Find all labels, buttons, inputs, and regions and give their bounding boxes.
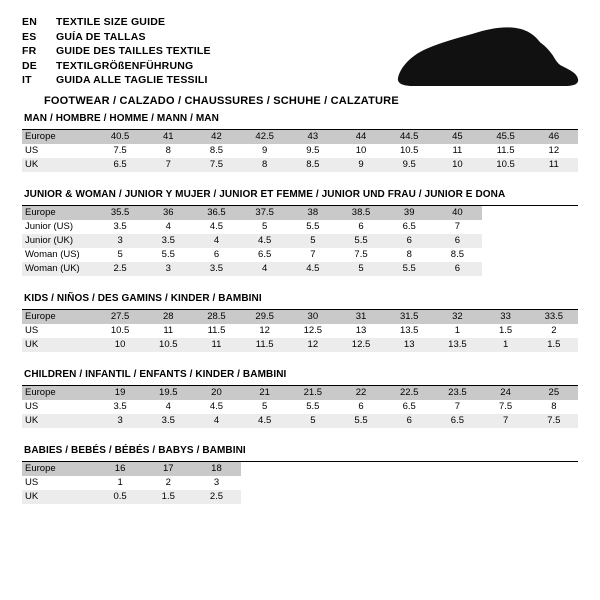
cell: 12.5 [289, 324, 337, 338]
language-row [22, 31, 211, 46]
language-code: IT [22, 74, 32, 86]
section-title: BABIES / BEBÉS / BÉBÉS / BABYS / BAMBINI [22, 442, 578, 462]
cell: 2.5 [96, 262, 144, 276]
cell: 21 [241, 386, 289, 400]
cell: 22.5 [385, 386, 433, 400]
cell-empty [530, 476, 578, 490]
cell: 31 [337, 310, 385, 324]
section-title: KIDS / NIÑOS / DES GAMINS / KINDER / BAMBINI [22, 290, 578, 310]
table-row [22, 234, 578, 248]
cell: 27.5 [96, 310, 144, 324]
cell: 6 [433, 262, 481, 276]
cell-empty [433, 476, 481, 490]
cell: 21.5 [289, 386, 337, 400]
cell-empty [530, 234, 578, 248]
row-label: US [22, 400, 96, 414]
cell: 11 [530, 158, 578, 172]
cell: 4 [241, 262, 289, 276]
cell: 17 [144, 462, 192, 476]
cell: 3.5 [144, 414, 192, 428]
row-label: UK [22, 414, 96, 428]
cell: 1 [96, 476, 144, 490]
footwear-heading: FOOTWEAR / CALZADO / CHAUSSURES / SCHUHE / CALZATURE [44, 94, 399, 107]
cell: 5 [289, 414, 337, 428]
row-label: Europe [22, 130, 96, 144]
cell-empty [482, 234, 530, 248]
cell: 36.5 [192, 206, 240, 220]
cell: 4.5 [192, 400, 240, 414]
cell-empty [241, 490, 289, 504]
cell-empty [385, 476, 433, 490]
cell: 42.5 [241, 130, 289, 144]
cell: 6 [385, 414, 433, 428]
language-row [22, 16, 211, 31]
cell: 5.5 [337, 234, 385, 248]
cell: 9.5 [385, 158, 433, 172]
row-label: Woman (US) [22, 248, 96, 262]
table-row [22, 324, 578, 338]
language-text: TEXTILE SIZE GUIDE [56, 16, 166, 28]
cell: 10.5 [482, 158, 530, 172]
row-label: Europe [22, 462, 96, 476]
cell: 3.5 [96, 220, 144, 234]
cell: 25 [530, 386, 578, 400]
cell: 3.5 [96, 400, 144, 414]
table-row [22, 386, 578, 400]
cell: 13 [337, 324, 385, 338]
cell: 11 [433, 144, 481, 158]
cell: 5.5 [385, 262, 433, 276]
table-row [22, 248, 578, 262]
cell: 23.5 [433, 386, 481, 400]
cell: 8 [144, 144, 192, 158]
language-code: DE [22, 59, 37, 72]
cell: 32 [433, 310, 481, 324]
cell: 20 [192, 386, 240, 400]
cell-empty [289, 462, 337, 476]
cell-empty [337, 490, 385, 504]
size-table-children [22, 386, 578, 428]
cell: 7.5 [337, 248, 385, 262]
cell: 18 [192, 462, 240, 476]
cell: 5 [241, 220, 289, 234]
cell: 9 [241, 144, 289, 158]
cell: 44 [337, 130, 385, 144]
cell-empty [530, 262, 578, 276]
cell: 6.5 [385, 220, 433, 234]
language-list-body [22, 16, 211, 89]
cell: 4.5 [241, 414, 289, 428]
cell: 6 [337, 220, 385, 234]
table-row [22, 130, 578, 144]
cell: 10 [433, 158, 481, 172]
cell: 10.5 [144, 338, 192, 352]
cell: 35.5 [96, 206, 144, 220]
cell: 13.5 [385, 324, 433, 338]
cell: 5.5 [289, 220, 337, 234]
cell: 31.5 [385, 310, 433, 324]
cell-empty [433, 490, 481, 504]
row-label: Junior (UK) [22, 234, 96, 248]
row-label: Junior (US) [22, 220, 96, 234]
table-row [22, 262, 578, 276]
cell: 6 [192, 248, 240, 262]
cell: 3 [96, 234, 144, 248]
language-code: ES [22, 30, 37, 43]
cell-empty [385, 490, 433, 504]
cell-empty [482, 490, 530, 504]
cell: 3.5 [192, 262, 240, 276]
cell: 8.5 [289, 158, 337, 172]
cell-empty [482, 462, 530, 476]
sections-container [0, 110, 600, 504]
cell: 4.5 [289, 262, 337, 276]
cell: 19.5 [144, 386, 192, 400]
cell: 2.5 [192, 490, 240, 504]
cell: 33 [482, 310, 530, 324]
cell: 6.5 [385, 400, 433, 414]
language-text: GUIDE DES TAILLES TEXTILE [56, 45, 211, 57]
section-man [22, 110, 578, 172]
cell-empty [482, 248, 530, 262]
cell: 12 [241, 324, 289, 338]
cell: 43 [289, 130, 337, 144]
table-row [22, 462, 578, 476]
cell-empty [241, 476, 289, 490]
cell-empty [289, 490, 337, 504]
cell-empty [337, 476, 385, 490]
cell: 1 [433, 324, 481, 338]
cell: 11.5 [241, 338, 289, 352]
table-row [22, 414, 578, 428]
table-row [22, 144, 578, 158]
section-babies [22, 442, 578, 504]
cell-empty [530, 220, 578, 234]
cell-empty [482, 220, 530, 234]
cell: 7 [144, 158, 192, 172]
language-text: GUIDA ALLE TAGLIE TESSILI [56, 74, 208, 86]
cell: 4.5 [241, 234, 289, 248]
language-row [22, 60, 211, 75]
cell: 4.5 [192, 220, 240, 234]
cell: 7.5 [482, 400, 530, 414]
cell: 41 [144, 130, 192, 144]
cell: 8 [530, 400, 578, 414]
language-code: EN [22, 16, 37, 28]
cell: 5 [337, 262, 385, 276]
cell: 45 [433, 130, 481, 144]
cell: 5.5 [337, 414, 385, 428]
cell: 5 [96, 248, 144, 262]
section-title: MAN / HOMBRE / HOMME / MANN / MAN [22, 110, 578, 130]
cell: 10.5 [96, 324, 144, 338]
cell: 7.5 [530, 414, 578, 428]
section-title: JUNIOR & WOMAN / JUNIOR Y MUJER / JUNIOR ET FEMME / JUNIOR UND FRAU / JUNIOR E DONA [22, 186, 578, 206]
cell: 11.5 [192, 324, 240, 338]
cell: 9.5 [289, 144, 337, 158]
cell-empty [433, 462, 481, 476]
table-row [22, 338, 578, 352]
cell: 38.5 [337, 206, 385, 220]
row-label: Woman (UK) [22, 262, 96, 276]
cell: 1.5 [530, 338, 578, 352]
cell-empty [385, 462, 433, 476]
cell: 10 [96, 338, 144, 352]
cell-empty [530, 490, 578, 504]
cell: 4 [192, 234, 240, 248]
cell: 8.5 [192, 144, 240, 158]
table-row [22, 400, 578, 414]
cell: 7 [433, 400, 481, 414]
row-label: UK [22, 490, 96, 504]
cell-empty [530, 248, 578, 262]
row-label: Europe [22, 386, 96, 400]
cell: 8.5 [433, 248, 481, 262]
cell: 36 [144, 206, 192, 220]
size-table-babies [22, 462, 578, 504]
cell: 7 [289, 248, 337, 262]
section-children [22, 366, 578, 428]
cell: 28.5 [192, 310, 240, 324]
cell: 37.5 [241, 206, 289, 220]
language-row [22, 45, 211, 60]
cell: 22 [337, 386, 385, 400]
cell: 42 [192, 130, 240, 144]
cell: 44.5 [385, 130, 433, 144]
cell: 19 [96, 386, 144, 400]
row-label: Europe [22, 310, 96, 324]
row-label: Europe [22, 206, 96, 220]
cell: 39 [385, 206, 433, 220]
table-row [22, 220, 578, 234]
cell: 6 [337, 400, 385, 414]
cell: 2 [530, 324, 578, 338]
dress-shoe-icon [392, 16, 582, 96]
cell: 46 [530, 130, 578, 144]
header [0, 0, 600, 110]
cell: 5 [289, 234, 337, 248]
row-label: US [22, 144, 96, 158]
cell: 8 [241, 158, 289, 172]
cell: 28 [144, 310, 192, 324]
row-label: UK [22, 338, 96, 352]
cell: 7.5 [192, 158, 240, 172]
cell: 3.5 [144, 234, 192, 248]
table-row [22, 158, 578, 172]
cell: 33.5 [530, 310, 578, 324]
cell: 10 [337, 144, 385, 158]
cell-empty [482, 206, 530, 220]
cell: 40 [433, 206, 481, 220]
cell: 6.5 [241, 248, 289, 262]
section-junior-woman [22, 186, 578, 276]
cell: 5.5 [289, 400, 337, 414]
row-label: US [22, 476, 96, 490]
cell: 8 [385, 248, 433, 262]
language-code: FR [22, 45, 37, 57]
size-table-kids [22, 310, 578, 352]
language-row [22, 74, 211, 89]
cell: 1 [482, 338, 530, 352]
cell: 24 [482, 386, 530, 400]
cell: 1.5 [144, 490, 192, 504]
cell: 11.5 [482, 144, 530, 158]
cell-empty [337, 462, 385, 476]
cell: 16 [96, 462, 144, 476]
cell: 4 [144, 220, 192, 234]
cell: 1.5 [482, 324, 530, 338]
cell: 40.5 [96, 130, 144, 144]
cell: 38 [289, 206, 337, 220]
cell: 10.5 [385, 144, 433, 158]
cell: 6.5 [433, 414, 481, 428]
row-label: US [22, 324, 96, 338]
section-kids [22, 290, 578, 352]
cell: 3 [96, 414, 144, 428]
table-row [22, 490, 578, 504]
language-text: GUÍA DE TALLAS [56, 30, 146, 43]
cell: 13.5 [433, 338, 481, 352]
cell-empty [482, 476, 530, 490]
table-row [22, 310, 578, 324]
table-row [22, 476, 578, 490]
table-row [22, 206, 578, 220]
cell-empty [482, 262, 530, 276]
cell: 9 [337, 158, 385, 172]
cell: 12 [530, 144, 578, 158]
cell: 7 [482, 414, 530, 428]
cell: 30 [289, 310, 337, 324]
cell: 45.5 [482, 130, 530, 144]
size-table-junior-woman [22, 206, 578, 276]
cell: 6 [385, 234, 433, 248]
row-label: UK [22, 158, 96, 172]
cell-empty [530, 462, 578, 476]
cell: 29.5 [241, 310, 289, 324]
cell: 5 [241, 400, 289, 414]
cell: 6.5 [96, 158, 144, 172]
cell: 2 [144, 476, 192, 490]
cell: 6 [433, 234, 481, 248]
size-table-man [22, 130, 578, 172]
cell: 7.5 [96, 144, 144, 158]
cell: 12 [289, 338, 337, 352]
cell-empty [530, 206, 578, 220]
cell: 4 [192, 414, 240, 428]
cell: 4 [144, 400, 192, 414]
cell: 0.5 [96, 490, 144, 504]
cell: 3 [192, 476, 240, 490]
cell: 5.5 [144, 248, 192, 262]
cell: 3 [144, 262, 192, 276]
cell: 12.5 [337, 338, 385, 352]
section-title: CHILDREN / INFANTIL / ENFANTS / KINDER / BAMBINI [22, 366, 578, 386]
cell-empty [289, 476, 337, 490]
language-list [22, 16, 211, 89]
cell: 11 [144, 324, 192, 338]
cell-empty [241, 462, 289, 476]
cell: 11 [192, 338, 240, 352]
cell: 7 [433, 220, 481, 234]
language-text: TEXTILGRÖßENFÜHRUNG [56, 59, 194, 72]
cell: 13 [385, 338, 433, 352]
